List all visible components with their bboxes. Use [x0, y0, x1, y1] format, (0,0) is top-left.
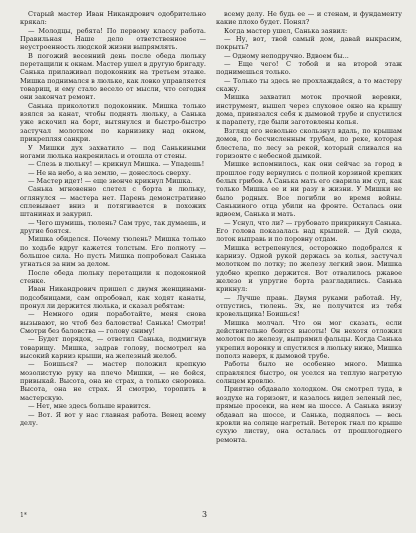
paragraph: — Уснул, что ли? — грубовато прикрикнул Санька. Его голова показалась над крышей. — Дуй сюда, лоток выправь и по поровну отдам.	[216, 218, 402, 244]
page-number: 3	[202, 510, 208, 519]
paragraph: У Мишки дух захватило — под Санькиными ногами люлька накренилась и отошла от стены.	[20, 143, 206, 160]
paragraph: — Еще чего! С тобой и на второй этаж поднимешься только.	[216, 60, 402, 77]
paragraph: Мишка обиделся. Почему тюлень? Мишка только по ходьбе вдруг кажется толстым. Его полноту — большое сила. Но пусть Мишка попробовал Санька угнаться за ним за делом.	[20, 235, 206, 269]
paragraph: — Молодцы, ребята! По первому классу работа. Правильная Наше дело ответственное — неустроенность людской жизни выпрямлять.	[20, 26, 206, 52]
paragraph: — Только ты здесь не прохлаждайся, а то мастеру скажу.	[216, 76, 402, 94]
paragraph: После обеда люльку перетащили к подоконной стенке.	[20, 268, 206, 285]
paragraph: Мишке вспомнилось, как они сейчас за город в прошлое году вернулись с полной корзиной крепких белых грибов. А Санька мать его сварила им суп, как только Мишка ее и ни разу в жизни. У Мишки не было родных. Все погибли во время войны. Санькиного отца убили на фронте. Осталась они вдвоем, Санька и мать.	[216, 160, 402, 219]
paragraph: — Одному неподручно. Вдвоем бы...	[224, 51, 349, 60]
paragraph: — Немного один поработайте, меня снова вызывают, но чтоб без баловства! Санька! Смотри! Смотри без баловства — голову сниму!	[20, 310, 206, 336]
paragraph: В погожий весенний день после обеда люльку перетащили к окнам. Мастер ушел в другую бригаду. Санька прилаживал подоконник на третьем этаже. Мишка поднимался в люльке, как ловко управляется товарищ, и ему стало весело от мысли, что сегодня они закончат ремонт.	[20, 51, 206, 102]
paragraph: — Боишься? — мастер положил крепкую мозолистую руку на плечо Мишки, — не бойся, привыкай. Высота, она не страх, а только сноровка. Высота, она не страх. Я смотрю, торопить в мастерскую.	[20, 360, 206, 402]
paragraph: Иван Никандрович пришел с двумя женщинами-подсобницами, сам опробовал, как ходят канаты, пронул ли держится люлька, и сказал ребятам:	[20, 285, 206, 311]
paragraph: всему делу. Не будь ее — и стенам, и фундаменту какие плохо будет. Понял?	[216, 10, 402, 27]
paragraph: — Нет, мне здесь больше нравится.	[28, 402, 151, 411]
paragraph: Старый мастер Иван Никандрович одобрительно крякал:	[20, 10, 206, 27]
paragraph: — Не на небо, а на землю, — донеслось сверху.	[28, 168, 191, 177]
printer-folio-mark: 1*	[20, 512, 27, 519]
paragraph: Мишка встрепенулся, осторожно подобрался к карнизу. Одной рукой держась за колья, застучал молотком по лотку; по железу легкий звон. Мишка удобно крепко держится. Вот отвалилось ржавое железо и упругие борта разгладились. Санька крикнул:	[216, 243, 402, 294]
left-text-column	[20, 10, 206, 508]
paragraph: Взгляд его невольно скользнул вдаль, по крышам домов, по бесчисленным трубам, по реке, которая блестела, по лесу за рекой, который сливался на горизонте с небесной дымкой.	[216, 126, 402, 160]
text-columns	[20, 10, 402, 508]
paragraph: Мишка молчал. Что он мог сказать, если действительно боится высоты! Он нехотя отложил молоток по железу, выпрямил фальцы. Когда Санька укрепил воронку и спустился в люльку ниже, Мишка пополз наверх, к дымовой трубе.	[216, 318, 402, 361]
paragraph: — Будет порядок, — ответил Санька, подмигнув товарищу. Мишка, задрав голову, посмотрел на высокий карниз крыши, на железный желоб.	[20, 335, 206, 361]
paragraph: Работы было не особенно много. Мишка справлялся быстро, он уселся на теплую нагретую солнцем кровлю.	[216, 360, 402, 386]
paragraph: — Слезь в люльку! — крикнул Мишка. — Упадешь!	[28, 160, 205, 169]
right-text-column	[216, 10, 402, 508]
paragraph: — Мастер идет! — еще звонче крикнул Мишка.	[28, 176, 193, 185]
paragraph: — Чего шумишь, тюлень? Сам трус, так думаешь, и другие боятся.	[20, 218, 206, 235]
paragraph: — Ну, вот, твой самый дом, давай выкрасим, покрыть?	[216, 35, 402, 52]
paragraph: — Лучше правь. Двумя руками работай. Ну, отпустись, тюлень. Эх, не получится из тебя кровельщика! Боишься!	[216, 293, 402, 319]
paragraph: — Вот. Я вот у нас главная работа. Венец всему делу.	[20, 410, 206, 427]
paragraph: Мишка захватил моток прочной веревки, инструмент, вышел через слуховое окно на крышу дома, привязался себя к дымовой трубе и спустился к парапету, где были заготовлены колья.	[216, 93, 402, 127]
paragraph: Приятно обдавало холодком. Он смотрел туда, в воздухе на горизонт, и казалось видел зеленый лес, прямые просеки, на нем на шоссе. А Санька внизу обдавал на шоссе, и Санька, поднялось — весь кровли на солнце нагретый. Ветерок гнал по крыше сухую листву, она осталась от прошлогоднего ремонта.	[216, 385, 402, 444]
paragraph: Санька приколотил подоконник. Мишка только взялся за канат, чтобы поднять люльку, а Санька уже вскочил на борт, вытянулся и быстро-быстро застучал молотком по карнизику над окном, прикрепляя санкри.	[20, 101, 206, 144]
paragraph: Когда мастер ушел, Санька заявил:	[224, 26, 348, 35]
paragraph: Санька мгновенно слетел с борта в люльку, оглянулся — мастера нет. Парень демонстративно сплевывает вниз и потягивается в похожих штанинах и закурил.	[20, 185, 206, 219]
